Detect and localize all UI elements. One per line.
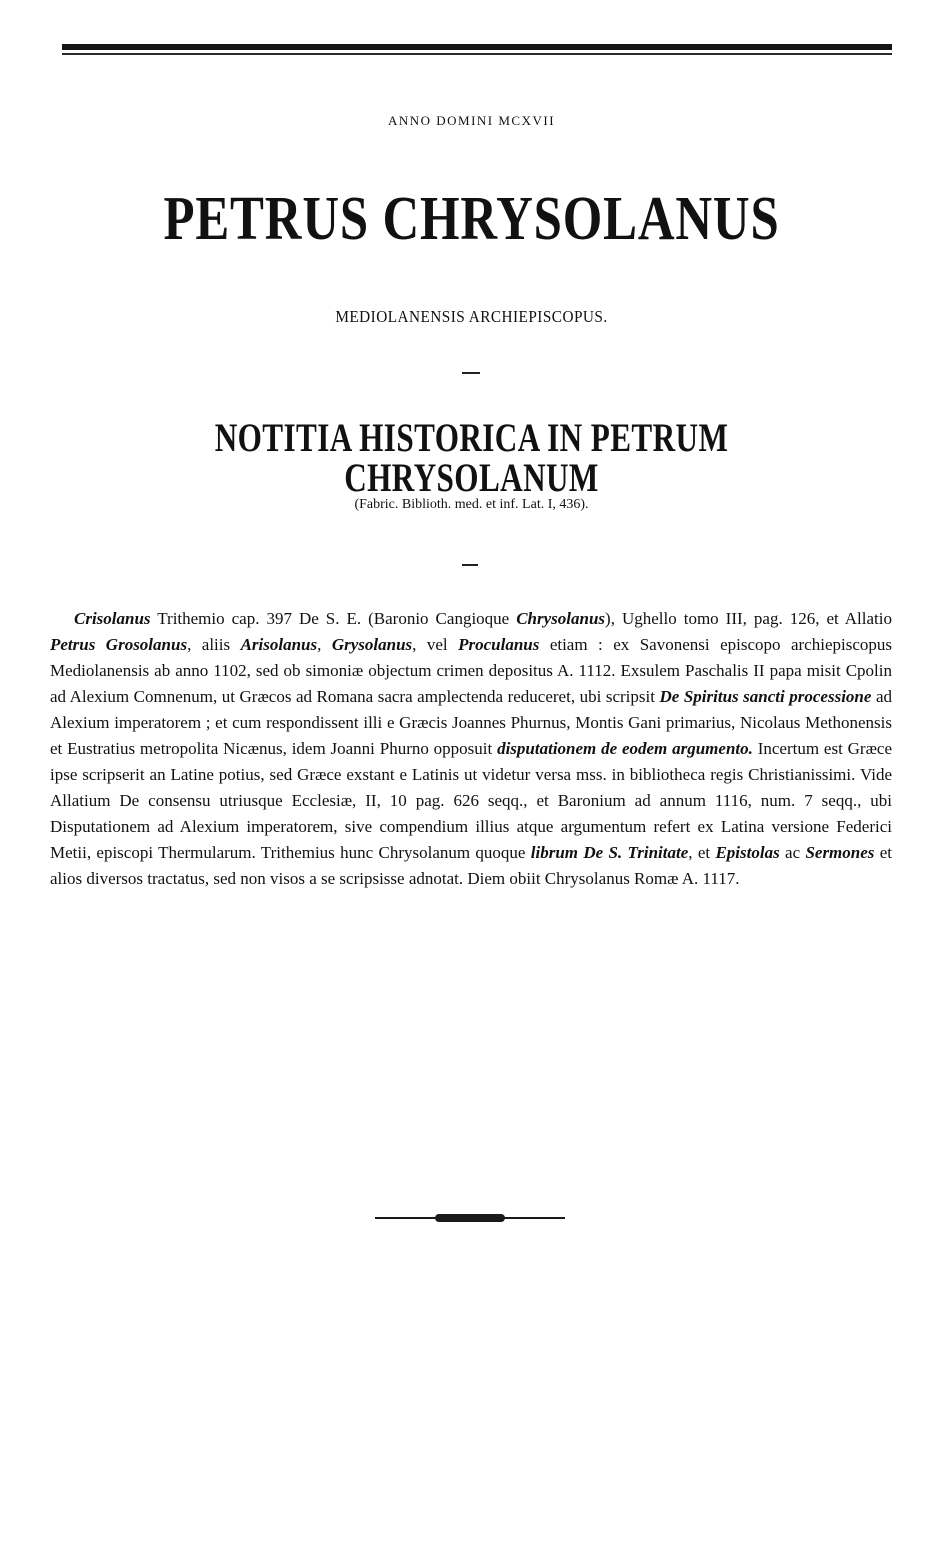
text-run: Incertum est Græce ipse scripserit an Latine potius, sed Græce exstant e Latinis ut videtur versa mss. in bibliotheca regis Christianissimi. Vide Allatium De consensu utriusque Ecclesiæ, II, 10 pag. 626 seqq., et Baronium ad annum 1116, num. 7 seqq., ubi Disputationem ad Alexium imperatorem, sive compendium illius atque argumentum refert ex Latina versione Federici Metii, episcopi Thermularum. Trithemius hunc Chrysolanum quoque	[50, 739, 892, 862]
source-citation: (Fabric. Biblioth. med. et inf. Lat. I, 436).	[354, 497, 589, 512]
text-run: , aliis	[187, 635, 241, 654]
text-run: ), Ughello tomo III, pag. 126, et Allatio	[605, 609, 892, 628]
text-run: , vel	[412, 635, 459, 654]
text-italic: Epistolas	[715, 843, 780, 862]
text-run: Trithemio cap. 397 De S. E. (Baronio Cangioque	[150, 609, 517, 628]
text-run: ac	[779, 843, 806, 862]
text-italic: Chrysolanus	[516, 609, 606, 628]
top-rule-thick	[62, 44, 892, 50]
text-run: et alios diversos tractatus, sed non visos a se scripsisse adnotat. Diem obiit Chrysolanus Romæ A. 1117.	[50, 843, 892, 888]
text-run: ,	[317, 635, 332, 654]
body-paragraph	[50, 606, 892, 892]
text-italic: De Spiritus sancti processione	[659, 687, 872, 706]
divider-dash	[462, 372, 480, 374]
text-italic: Proculanus	[458, 635, 540, 654]
text-italic: disputationem de eodem argumento.	[497, 739, 753, 758]
end-ornament	[375, 1213, 565, 1223]
year-heading: ANNO DOMINI MCXVII	[387, 113, 556, 128]
page-subtitle: MEDIOLANENSIS ARCHIEPISCOPUS.	[335, 307, 608, 326]
top-double-rule	[62, 44, 892, 55]
text-run: , et	[688, 843, 716, 862]
text-italic: Petrus Grosolanus	[50, 635, 188, 654]
text-italic: librum De S. Trinitate	[530, 843, 689, 862]
page-title: PETRUS CHRYSOLANUS	[163, 185, 780, 253]
ornament-knot	[435, 1214, 505, 1222]
text-italic: Crisolanus	[74, 609, 151, 628]
text-run: ad Alexium imperatorem ; et cum respondissent illi e Græcis Joannes Phurnus, Montis Gani primarius, Nicolaus Methonensis et Eustratius metropolita Nicænus, idem Joanni Phurno opposuit	[50, 687, 892, 758]
text-italic: Arisolanus	[240, 635, 318, 654]
text-italic: Sermones	[805, 843, 875, 862]
text-italic: Grysolanus	[331, 635, 413, 654]
text-run: etiam : ex Savonensi episcopo archiepiscopus Mediolanensis ab anno 1102, sed ob simoniæ objectum crimen depositus A. 1112. Exsulem Paschalis II papa misit Cpolin ad Alexium Comnenum, ut Græcos ad Romana sacra amplectenda reduceret, ubi scripsit	[50, 635, 892, 706]
top-rule-thin	[62, 53, 892, 55]
section-title: NOTITIA HISTORICA IN PETRUM CHRYSOLANUM	[214, 415, 729, 500]
divider-dash-2	[462, 564, 478, 566]
